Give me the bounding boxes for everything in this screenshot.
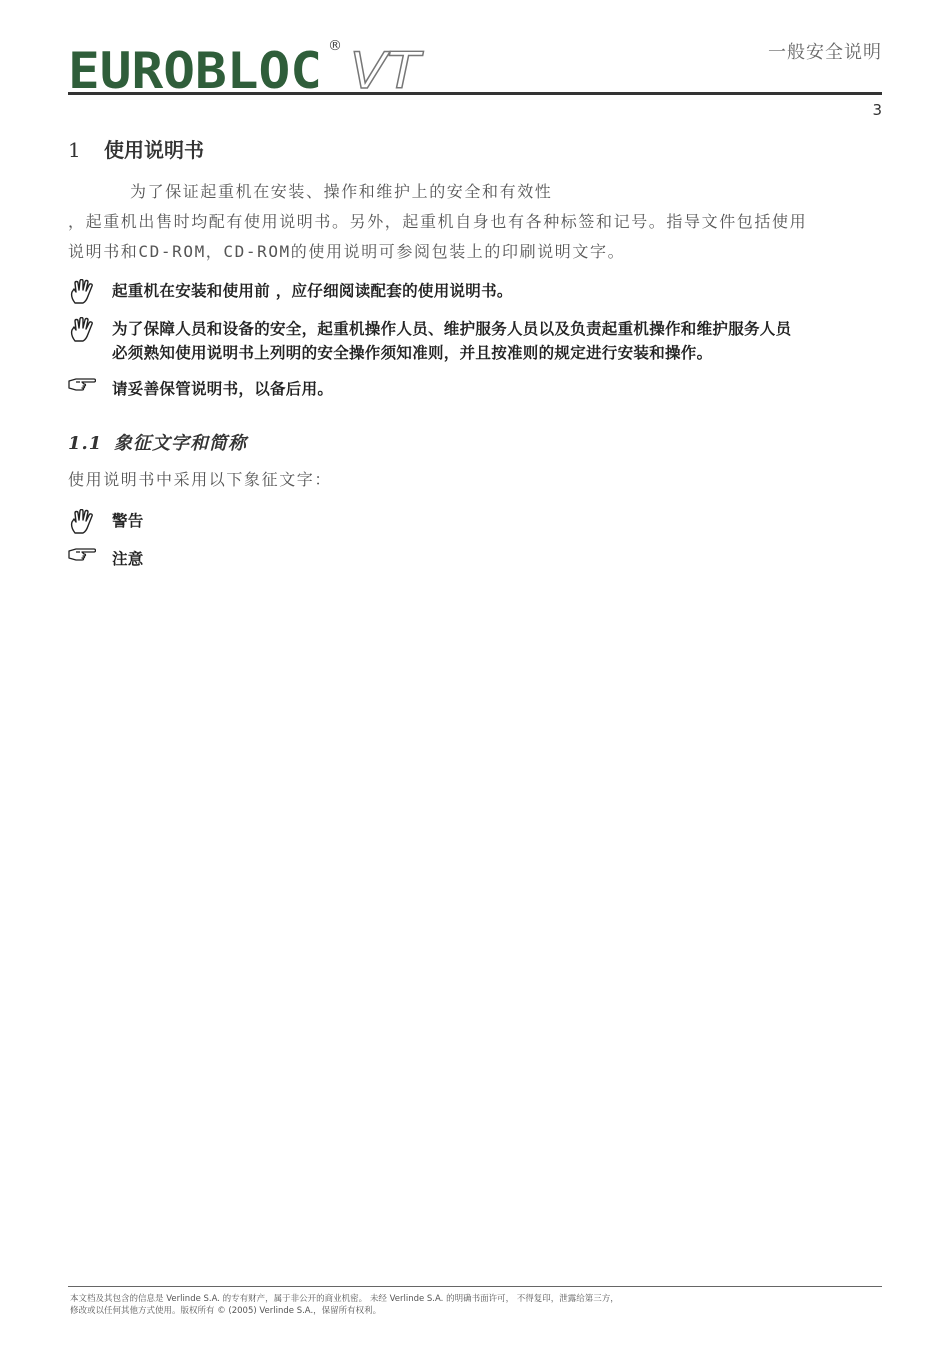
section-heading	[68, 134, 882, 163]
pointing-hand-icon	[68, 547, 112, 573]
note-item	[68, 377, 882, 403]
note-item	[68, 317, 882, 365]
section-title: 使用说明书	[104, 138, 204, 162]
footer-divider	[68, 1286, 882, 1287]
logo-wordmark: EUROBLOC	[68, 42, 322, 92]
footer-line-2: 修改或以任何其他方式使用。版权所有 © (2005) Verlinde S.A.，保留所有权利。	[70, 1306, 382, 1316]
symbol-label-note: 注意	[112, 550, 144, 568]
footer-copyright	[70, 1293, 619, 1317]
header-section-label: 一般安全说明	[768, 42, 882, 63]
intro-line-1: 为了保证起重机在安装、操作和维护上的安全和有效性	[130, 182, 553, 201]
subsection-number: 1.1	[68, 433, 103, 454]
intro-paragraph	[68, 177, 882, 267]
logo-suffix: VT	[350, 42, 424, 92]
warning-hand-icon	[68, 279, 112, 305]
subsection-heading	[68, 429, 882, 455]
intro-line-2: ，起重机出售时均配有使用说明书。另外，起重机自身也有各种标签和记号。指导文件包括使用	[68, 212, 808, 231]
header-divider	[68, 92, 882, 95]
footer-line-1: 本文档及其包含的信息是 Verlinde S.A. 的专有财产，属于非公开的商业机密。 未经 Verlinde S.A. 的明确书面许可， 不得复印，泄露给第三方，	[70, 1294, 619, 1304]
note-text	[112, 317, 791, 365]
pointing-hand-icon	[68, 377, 112, 403]
eurobloc-vt-logo	[68, 36, 428, 92]
symbol-item	[68, 509, 882, 535]
page-content	[68, 134, 882, 573]
intro-line-3: 说明书和CD-ROM，CD-ROM的使用说明可参阅包装上的印刷说明文字。	[68, 242, 626, 261]
subsection-intro: 使用说明书中采用以下象征文字：	[68, 470, 333, 489]
note-text: 请妥善保管说明书，以备后用。	[112, 380, 334, 398]
warning-hand-icon	[68, 317, 112, 343]
note-text: 起重机在安装和使用前 ，应仔细阅读配套的使用说明书。	[112, 282, 513, 300]
warning-hand-icon	[68, 509, 112, 535]
section-number: 1	[68, 138, 81, 162]
note-text-line-1: 为了保障人员和设备的安全，起重机操作人员、维护服务人员以及负责起重机操作和维护服务人员	[112, 320, 792, 338]
note-text-line-2: 必须熟知使用说明书上列明的安全操作须知准则，并且按准则的规定进行安装和操作。	[112, 344, 713, 362]
subsection-title: 象征文字和简称	[114, 433, 247, 454]
page-number: 3	[872, 101, 882, 119]
symbol-label-warning: 警告	[112, 512, 144, 530]
symbol-item	[68, 547, 882, 573]
note-item	[68, 279, 882, 305]
logo-registered-mark: ®	[328, 38, 342, 54]
